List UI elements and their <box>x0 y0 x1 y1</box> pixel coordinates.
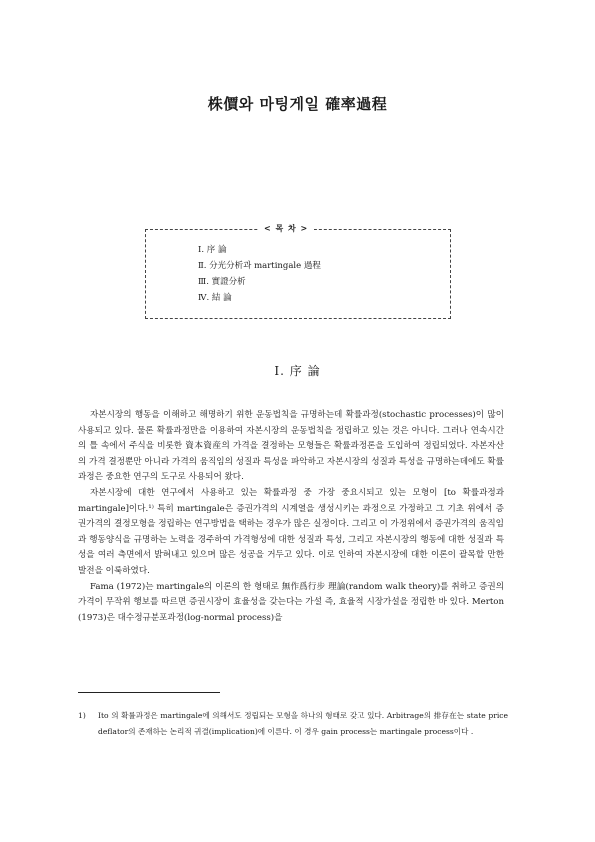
toc-heading: < 목 차 > <box>258 223 314 234</box>
paragraph: Fama (1972)는 martingale의 이론의 한 형태로 無作爲行步 理論(random walk theory)를 취하고 증권의 가격이 무작위 행보를 따르면 증권시장이 효율성을 갖는다는 가설 즉, 효율적 시장가설을 정립한 바 있다. Merton (1973)은 대수정규분포과정(log-normal process)을 <box>78 581 504 623</box>
footnote-text: Ito 의 확률과정은 martingale에 의해서도 정립되는 모형을 하나의 형태로 갖고 있다. Arbitrage의 排存在는 state price deflator의 존재하는 논리적 귀결(implication)에 이른다. 이 경우 gain process는 martingale process이다 . <box>98 711 508 736</box>
toc-list <box>198 242 321 306</box>
toc-item: Ⅰ. 序 論 <box>198 245 227 255</box>
footnote <box>78 708 508 739</box>
footnote-divider <box>78 692 220 693</box>
toc-item: Ⅲ. 實證分析 <box>198 277 246 287</box>
toc-item: Ⅱ. 分光分析과 martingale 過程 <box>198 261 321 271</box>
paragraph: 자본시장의 행동을 이해하고 해명하기 위한 운동법칙을 규명하는데 확률과정(stochastic processes)이 많이 사용되고 있다. 물론 확률과정만을 이용하여 자본시장의 운동법칙을 정립하고 있는 것은 아니다. 그러나 연속시간의 틀 속에서 주식을 비롯한 資本資産의 가격을 결정하는 모형들은 확률과정론을 도입하여 정립되었다. 자본자산의 가격 결정뿐만 아니라 가격의 움직임의 성질과 특성을 파악하고 자본시장의 성질과 특성을 규명하는데에도 확률과정은 중요한 연구의 도구로 사용되어 왔다. <box>78 410 504 483</box>
body-text <box>78 408 504 626</box>
paper-title: 株價와 마팅게일 確率過程 <box>207 95 388 113</box>
toc-item: Ⅳ. 結 論 <box>198 293 232 303</box>
section-title: Ⅰ. 序 論 <box>274 364 321 378</box>
paragraph: 자본시장에 대한 연구에서 사용하고 있는 확률과정 중 가장 중요시되고 있는 모형이 [to 확률과정과 martingale]이다.¹⁾ 특히 martingale은 증권가격의 시계열을 생성시키는 과정으로 가정하고 그 기초 위에서 증권가격의 결정모형을 정립하는 연구방법을 택하는 경우가 많은 실정이다. 그리고 이 가정위에서 증권가격의 움직임과 행동양식을 규명하는 노력을 경주하여 가격형성에 대한 성질과 특성, 그리고 자본시장의 행동에 대한 성질과 특성을 여러 측면에서 밝혀내고 있으며 많은 성공을 거두고 있다. 이로 인하여 자본시장에 대한 이론이 괄목할 만한 발전을 이룩하였다. <box>78 487 504 576</box>
footnote-number: 1) <box>78 711 86 720</box>
